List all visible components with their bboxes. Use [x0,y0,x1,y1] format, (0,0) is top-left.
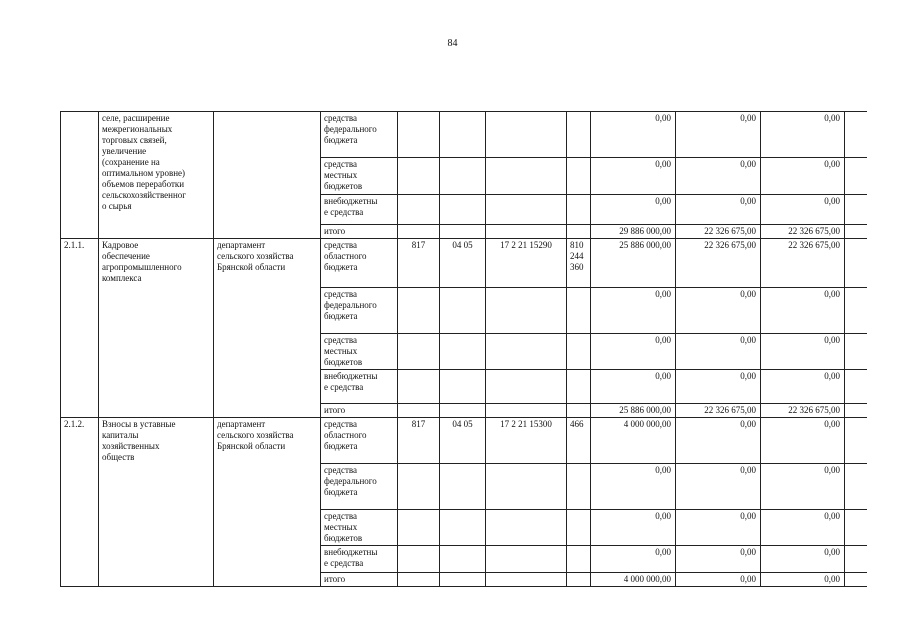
grbs-code [398,510,440,546]
amount-year-1: 4 000 000,00 [591,573,676,587]
amount-year-3: 22 326 675,00 [761,239,845,288]
extra-column [845,112,867,158]
amount-year-2: 0,00 [676,573,761,587]
expense-type-code [567,112,591,158]
target-article-code [486,288,567,334]
amount-year-2: 22 326 675,00 [676,225,761,239]
section-number: 2.1.2. [61,418,99,587]
funding-source: средства областного бюджета [321,418,398,464]
section-code [440,370,486,404]
table-row [61,239,867,288]
amount-year-3: 0,00 [761,158,845,195]
amount-year-1: 29 886 000,00 [591,225,676,239]
expense-type-code [567,370,591,404]
amount-year-1: 0,00 [591,112,676,158]
expense-type-code [567,546,591,573]
expense-type-code [567,225,591,239]
funding-source: внебюджетны е средства [321,370,398,404]
measure-name: Взносы в уставные капиталы хозяйственных обществ [99,418,214,587]
amount-year-3: 0,00 [761,464,845,510]
extra-column [845,158,867,195]
amount-year-2: 0,00 [676,510,761,546]
expense-type-code [567,573,591,587]
funding-source: средства федерального бюджета [321,464,398,510]
amount-year-1: 0,00 [591,334,676,370]
page-number: 84 [447,38,458,49]
section-code: 04 05 [440,418,486,464]
amount-year-3: 0,00 [761,195,845,225]
table-row [61,112,867,158]
section-code [440,510,486,546]
amount-year-2: 0,00 [676,418,761,464]
measure-name: Кадровое обеспечение агропромышленного комплекса [99,239,214,418]
expense-type-code [567,404,591,418]
amount-year-3: 0,00 [761,334,845,370]
amount-year-2: 0,00 [676,546,761,573]
target-article-code: 17 2 21 15290 [486,239,567,288]
funding-source: итого [321,573,398,587]
grbs-code [398,370,440,404]
section-number: 2.1.1. [61,239,99,418]
expense-type-code [567,195,591,225]
amount-year-2: 0,00 [676,464,761,510]
amount-year-2: 22 326 675,00 [676,239,761,288]
grbs-code [398,546,440,573]
extra-column [845,404,867,418]
section-code [440,464,486,510]
target-article-code [486,370,567,404]
extra-column [845,334,867,370]
funding-source: средства местных бюджетов [321,510,398,546]
section-code [440,195,486,225]
expense-type-code [567,510,591,546]
amount-year-3: 0,00 [761,370,845,404]
grbs-code: 817 [398,239,440,288]
extra-column [845,195,867,225]
extra-column [845,464,867,510]
section-code [440,288,486,334]
target-article-code: 17 2 21 15300 [486,418,567,464]
expense-type-code [567,334,591,370]
funding-source: средства областного бюджета [321,239,398,288]
amount-year-1: 0,00 [591,195,676,225]
extra-column [845,370,867,404]
amount-year-1: 0,00 [591,370,676,404]
executor: департамент сельского хозяйства Брянской области [214,418,321,587]
amount-year-2: 0,00 [676,334,761,370]
amount-year-2: 0,00 [676,288,761,334]
executor: департамент сельского хозяйства Брянской области [214,239,321,418]
table-row [61,418,867,464]
funding-source: итого [321,225,398,239]
amount-year-1: 0,00 [591,158,676,195]
extra-column [845,510,867,546]
target-article-code [486,573,567,587]
extra-column [845,239,867,288]
grbs-code [398,334,440,370]
target-article-code [486,464,567,510]
amount-year-3: 0,00 [761,418,845,464]
target-article-code [486,225,567,239]
grbs-code [398,225,440,239]
expense-type-code [567,288,591,334]
extra-column [845,418,867,464]
amount-year-3: 0,00 [761,510,845,546]
extra-column [845,573,867,587]
funding-source: средства местных бюджетов [321,158,398,195]
amount-year-3: 0,00 [761,573,845,587]
amount-year-2: 22 326 675,00 [676,404,761,418]
funding-source: внебюджетны е средства [321,195,398,225]
extra-column [845,546,867,573]
target-article-code [486,158,567,195]
expense-type-code [567,464,591,510]
amount-year-2: 0,00 [676,112,761,158]
amount-year-1: 0,00 [591,464,676,510]
target-article-code [486,112,567,158]
amount-year-1: 25 886 000,00 [591,404,676,418]
section-code [440,546,486,573]
section-code [440,334,486,370]
section-code [440,158,486,195]
amount-year-3: 22 326 675,00 [761,404,845,418]
measure-name: селе, расширение межрегиональных торговых связей, увеличение (сохранение на оптимальном уровне) объемов переработки сельскохозяйственног о сырья [99,112,214,239]
extra-column [845,225,867,239]
budget-table [60,111,867,587]
funding-source: средства федерального бюджета [321,288,398,334]
amount-year-2: 0,00 [676,195,761,225]
amount-year-1: 0,00 [591,546,676,573]
amount-year-3: 0,00 [761,112,845,158]
grbs-code [398,573,440,587]
amount-year-2: 0,00 [676,158,761,195]
amount-year-1: 4 000 000,00 [591,418,676,464]
funding-source: внебюджетны е средства [321,546,398,573]
amount-year-3: 0,00 [761,546,845,573]
extra-column [845,288,867,334]
executor [214,112,321,239]
amount-year-3: 22 326 675,00 [761,225,845,239]
amount-year-3: 0,00 [761,288,845,334]
expense-type-code [567,158,591,195]
target-article-code [486,334,567,370]
amount-year-2: 0,00 [676,370,761,404]
funding-source: средства федерального бюджета [321,112,398,158]
grbs-code [398,158,440,195]
target-article-code [486,404,567,418]
funding-source: итого [321,404,398,418]
target-article-code [486,510,567,546]
section-code [440,112,486,158]
section-number [61,112,99,239]
section-code [440,573,486,587]
section-code [440,225,486,239]
expense-type-code: 810 244 360 [567,239,591,288]
grbs-code [398,288,440,334]
target-article-code [486,546,567,573]
grbs-code [398,112,440,158]
grbs-code [398,464,440,510]
grbs-code [398,404,440,418]
expense-type-code: 466 [567,418,591,464]
amount-year-1: 25 886 000,00 [591,239,676,288]
funding-source: средства местных бюджетов [321,334,398,370]
target-article-code [486,195,567,225]
section-code: 04 05 [440,239,486,288]
grbs-code: 817 [398,418,440,464]
section-code [440,404,486,418]
amount-year-1: 0,00 [591,288,676,334]
grbs-code [398,195,440,225]
amount-year-1: 0,00 [591,510,676,546]
